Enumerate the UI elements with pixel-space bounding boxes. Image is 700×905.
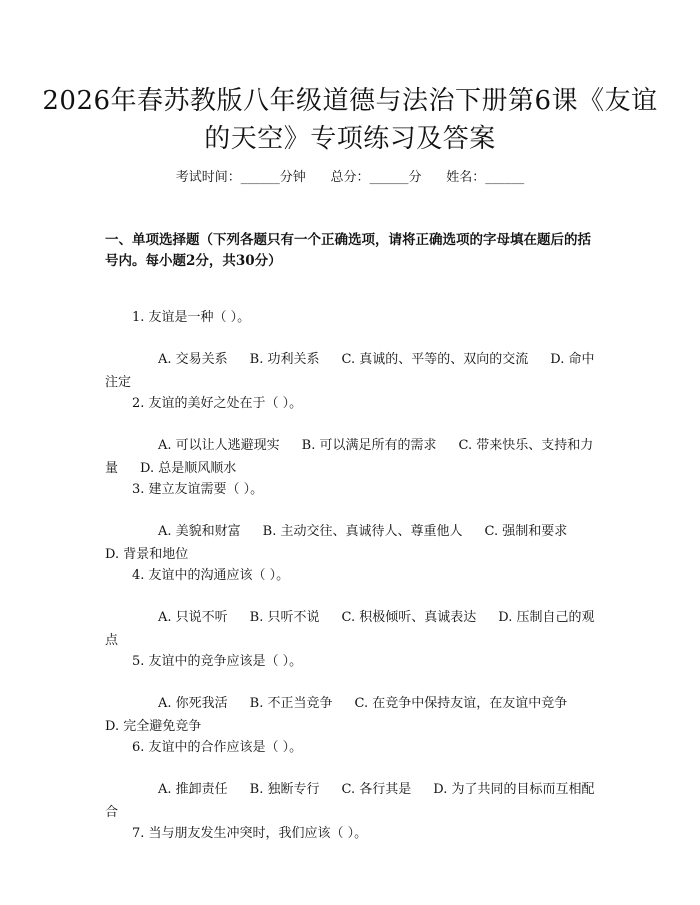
question-stem: 7. 当与朋友发生冲突时，我们应该（ ）。: [132, 826, 368, 841]
option-a: A. 美貌和财富: [158, 524, 241, 539]
question-stem: 6. 友谊中的合作应该是（ ）。: [132, 740, 303, 755]
section-heading: 一、单项选择题（下列各题只有一个正确选项，请将正确选项的字母填在题后的括号内。每小题2分，共30分）: [105, 232, 591, 269]
option-c: C. 积极倾听、真诚表达: [341, 610, 477, 625]
document-title: 2026年春苏教版八年级道德与法治下册第6课《友谊的天空》专项练习及答案: [42, 86, 658, 154]
option-a: A. 推卸责任: [158, 782, 228, 797]
option-d: D. 为了共同的目标而互相配合: [105, 782, 595, 820]
question-options: [105, 692, 602, 738]
option-c: C. 真诚的、平等的、双向的交流: [341, 352, 529, 367]
option-b: B. 不正当竞争: [249, 696, 333, 711]
question-stem: 5. 友谊中的竞争应该是（ ）。: [132, 654, 303, 669]
option-b: B. 主动交往、真诚待人、尊重他人: [262, 524, 463, 539]
question-options: [105, 778, 602, 824]
option-c: C. 在竞争中保持友谊，在友谊中竞争: [354, 696, 568, 711]
question-stem: 1. 友谊是一种（ ）。: [132, 310, 251, 325]
option-b: B. 只听不说: [249, 610, 320, 625]
option-d: D. 总是顺风顺水: [140, 461, 237, 476]
option-a: A. 可以让人逃避现实: [158, 438, 280, 453]
question-stem: 4. 友谊中的沟通应该（ ）。: [132, 568, 290, 583]
option-a: A. 只说不听: [158, 610, 228, 625]
question-options: [105, 434, 602, 480]
option-b: B. 功利关系: [249, 352, 320, 367]
question-options: [105, 606, 602, 652]
option-b: B. 可以满足所有的需求: [301, 438, 437, 453]
option-c: C. 带来快乐、支持和力量: [105, 438, 594, 476]
question-options: [105, 348, 602, 394]
question-stem: 3. 建立友谊需要（ ）。: [132, 482, 264, 497]
option-d: D. 背景和地位: [105, 547, 189, 562]
option-d: D. 完全避免竞争: [105, 719, 202, 734]
exam-info-line: 考试时间：______分钟 总分：______分 姓名：______: [175, 170, 525, 185]
option-c: C. 各行其是: [341, 782, 412, 797]
option-b: B. 独断专行: [249, 782, 320, 797]
option-a: A. 交易关系: [158, 352, 228, 367]
option-d: D. 命中注定: [105, 352, 595, 390]
question-stem: 2. 友谊的美好之处在于（ ）。: [132, 396, 303, 411]
option-c: C. 强制和要求: [484, 524, 568, 539]
question-options: [105, 520, 602, 566]
option-a: A. 你死我活: [158, 696, 228, 711]
option-d: D. 压制自己的观点: [105, 610, 595, 648]
